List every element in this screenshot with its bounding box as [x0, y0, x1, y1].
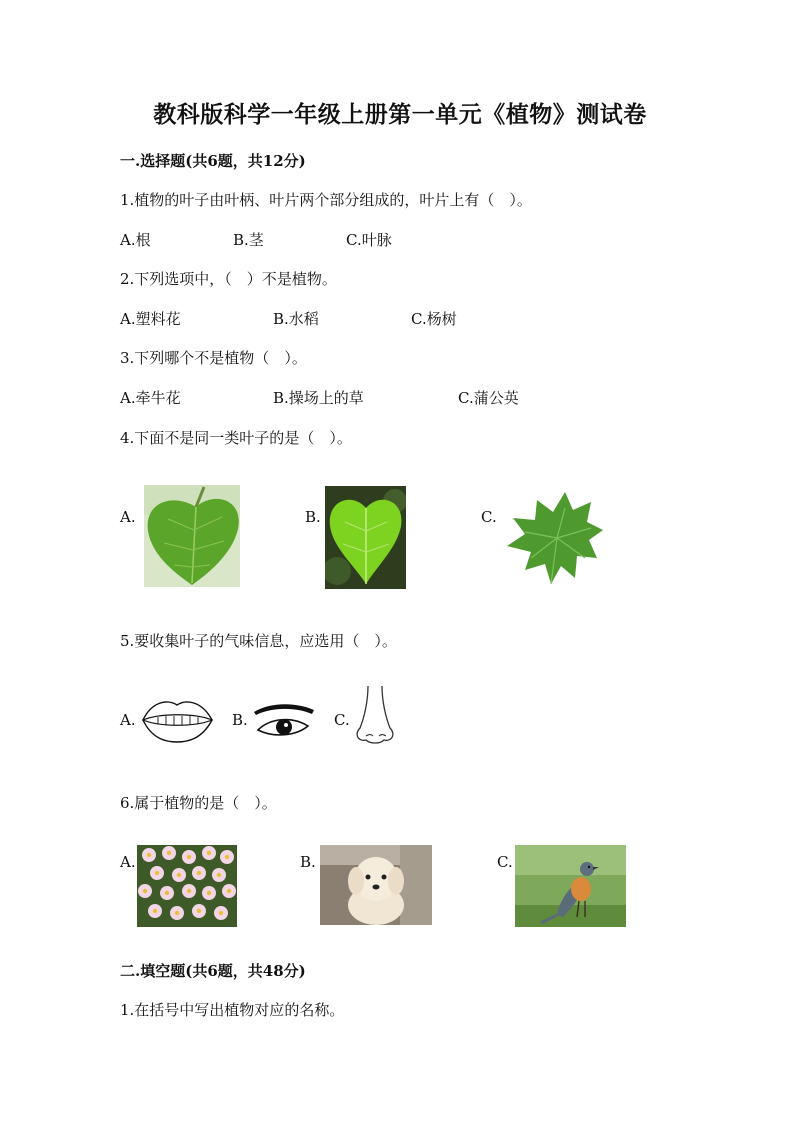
question-2: 2.下列选项中，（ ）不是植物。 — [120, 270, 337, 288]
heart-leaf-dark-background-photo — [325, 486, 406, 589]
bird-on-grass-photo — [515, 845, 626, 927]
q3-option-c: C.蒲公英 — [458, 389, 519, 407]
mouth-drawing — [140, 695, 215, 745]
page-title: 教科版科学一年级上册第一单元《植物》测试卷 — [153, 101, 647, 128]
white-puppy-photo — [320, 845, 432, 925]
q1-option-b: B.茎 — [233, 231, 264, 249]
q2-option-c: C.杨树 — [411, 310, 457, 328]
section-heading-fill-in: 二.填空题(共6题，共48分) — [120, 962, 306, 980]
nose-drawing — [352, 684, 400, 746]
q5-option-a: A. — [120, 711, 136, 729]
daisy-flowers-photo — [137, 845, 237, 927]
q6-option-a: A. — [120, 853, 136, 871]
q5-option-c: C. — [334, 711, 350, 729]
eye-drawing — [252, 700, 316, 745]
q4-option-c: C. — [481, 508, 497, 526]
q3-option-b: B.操场上的草 — [273, 389, 364, 407]
maple-leaf-photo — [505, 488, 605, 588]
q1-option-a: A.根 — [120, 231, 151, 249]
question-5: 5.要收集叶子的气味信息，应选用（ ）。 — [120, 632, 397, 650]
q2-option-a: A.塑料花 — [120, 310, 181, 328]
q1-option-c: C.叶脉 — [346, 231, 392, 249]
question-6: 6.属于植物的是（ ）。 — [120, 794, 277, 812]
q6-option-c: C. — [497, 853, 513, 871]
q2-option-b: B.水稻 — [273, 310, 319, 328]
q4-option-b: B. — [305, 508, 321, 526]
heart-leaf-photo — [144, 485, 240, 587]
question-3: 3.下列哪个不是植物（ ）。 — [120, 349, 307, 367]
section-heading-choice: 一.选择题(共6题，共12分) — [120, 152, 306, 170]
q4-option-a: A. — [120, 508, 136, 526]
q5-option-b: B. — [232, 711, 248, 729]
q3-option-a: A.牵牛花 — [120, 389, 181, 407]
question-1: 1.植物的叶子由叶柄、叶片两个部分组成的，叶片上有（ ）。 — [120, 191, 532, 209]
section2-question-1: 1.在括号中写出植物对应的名称。 — [120, 1001, 345, 1019]
q6-option-b: B. — [300, 853, 316, 871]
question-4: 4.下面不是同一类叶子的是（ ）。 — [120, 429, 352, 447]
